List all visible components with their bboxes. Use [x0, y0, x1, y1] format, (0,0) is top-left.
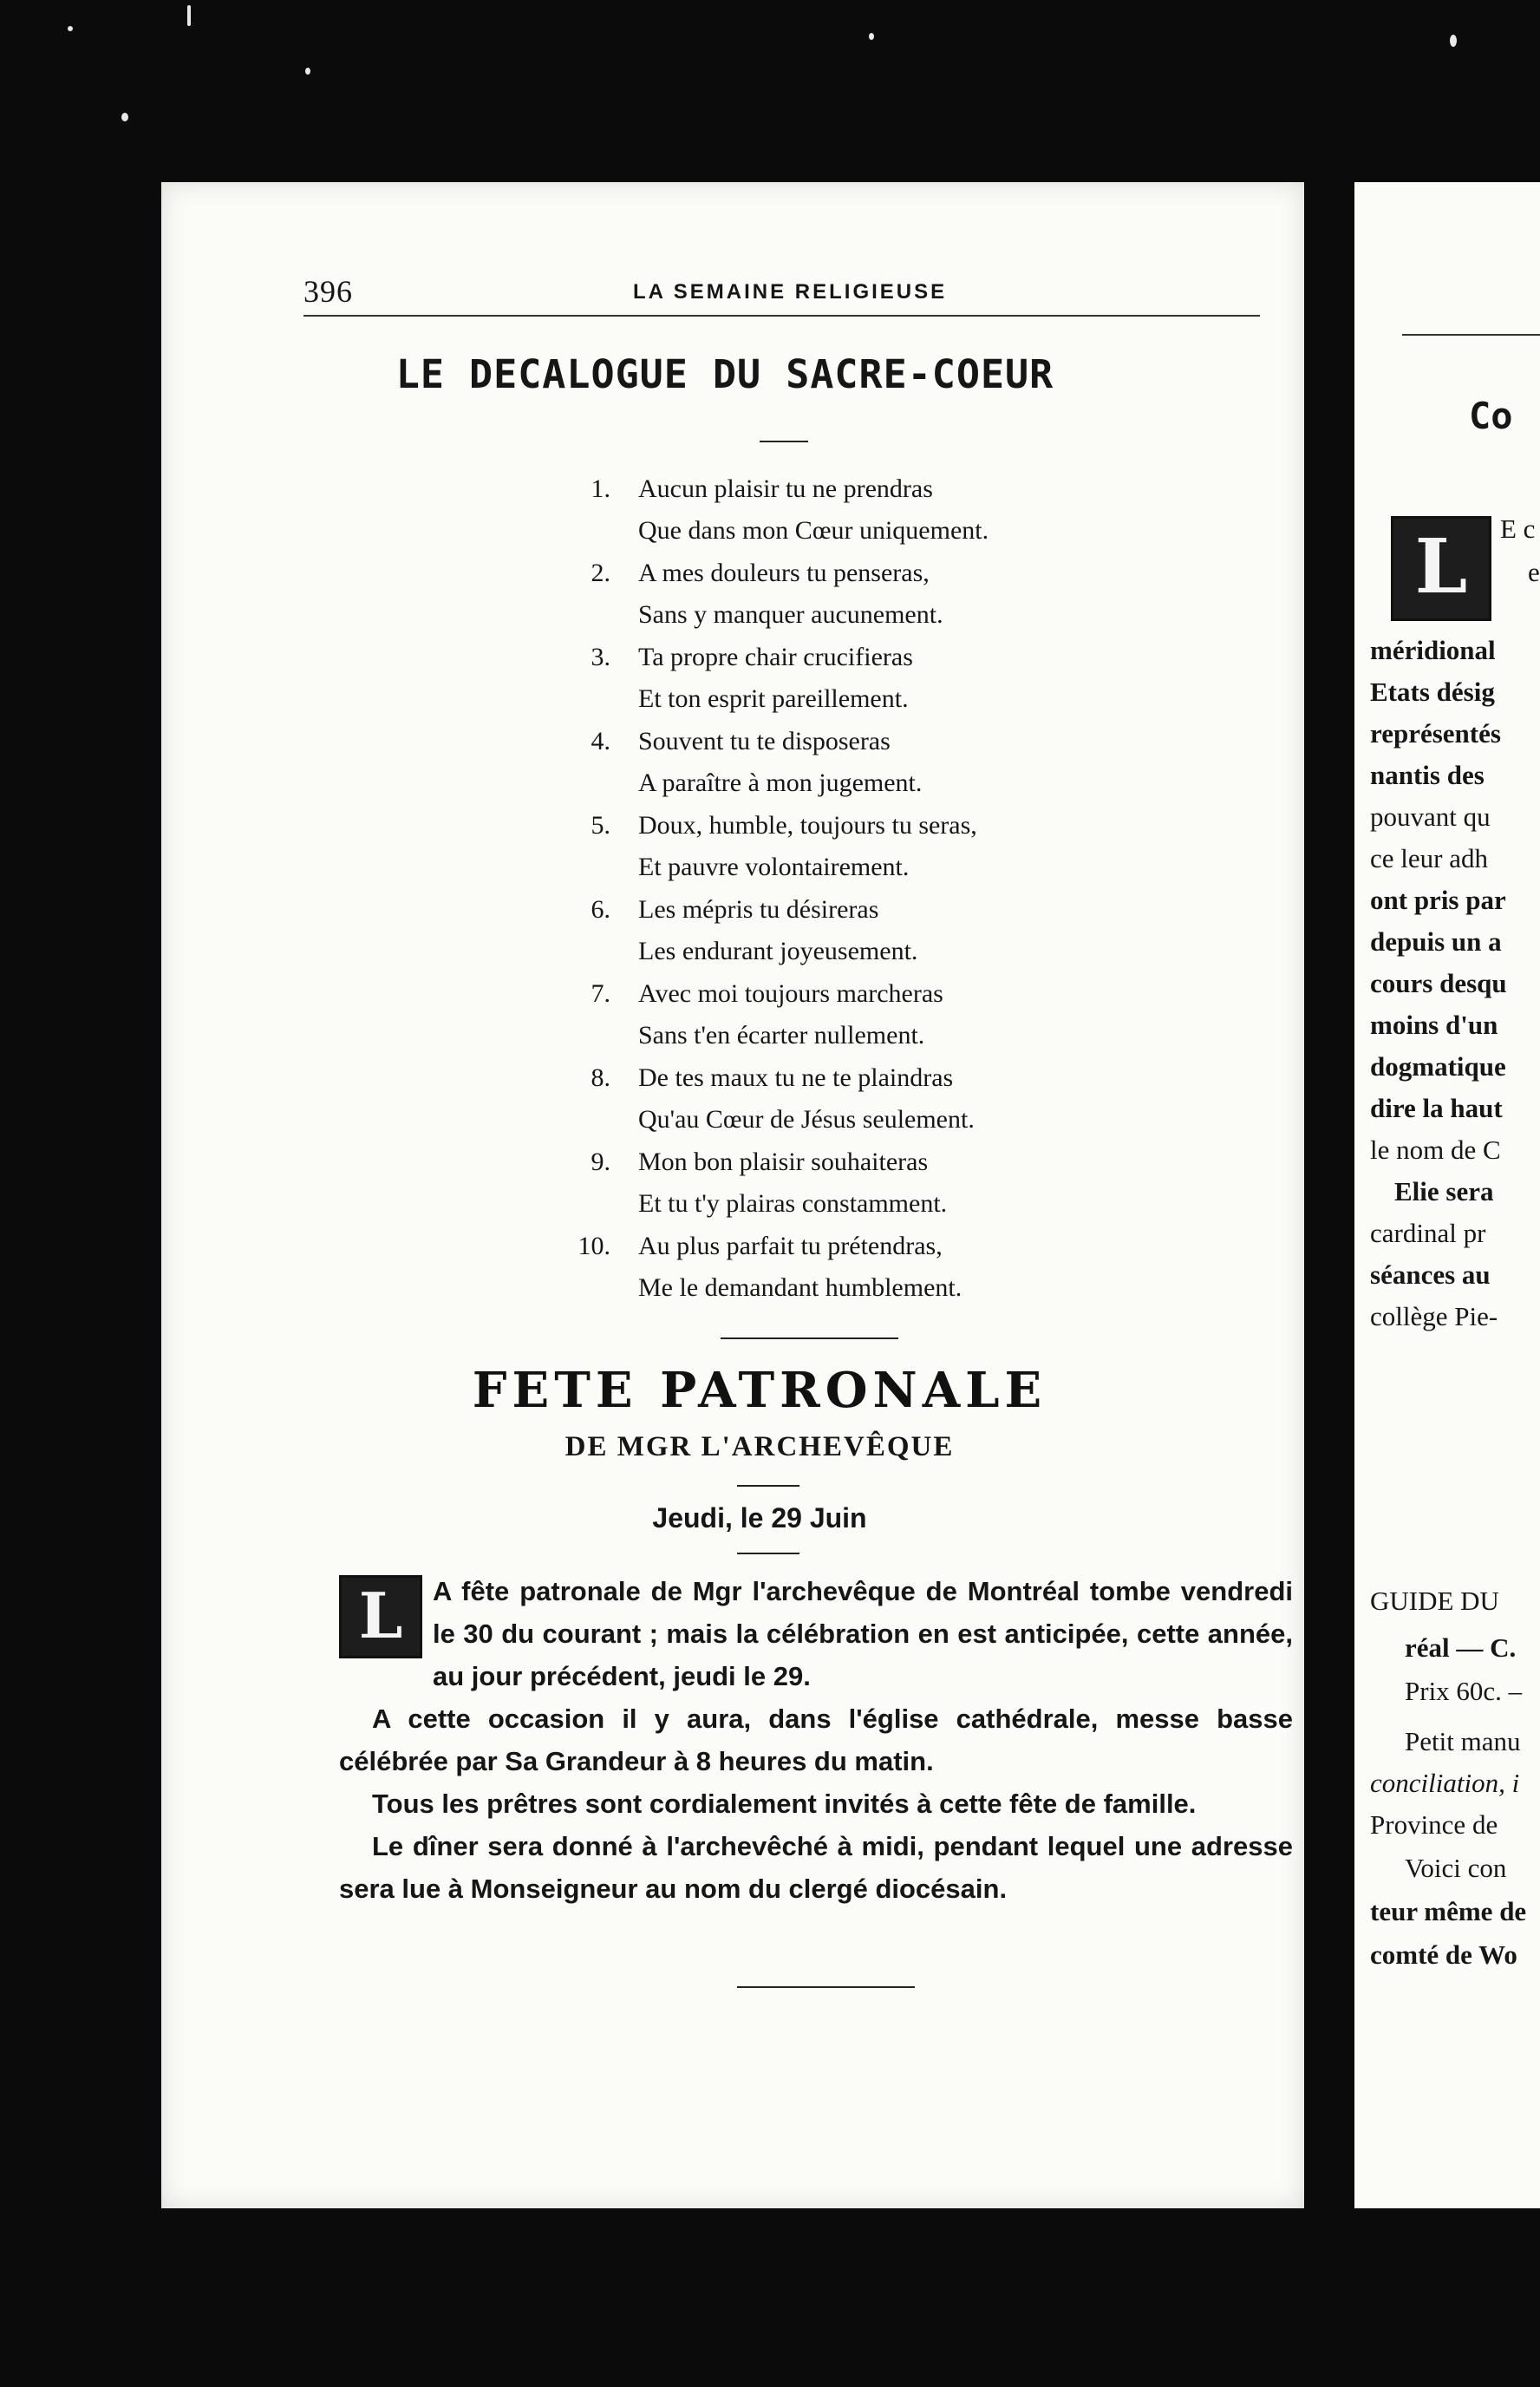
text-line: collège Pie-	[1370, 1301, 1498, 1331]
running-head	[303, 273, 1275, 325]
journal-title: LA SEMAINE RELIGIEUSE	[633, 280, 948, 304]
text-line: moins d'un	[1370, 1010, 1498, 1040]
commandment-number: 2.	[591, 559, 610, 587]
text-line: teur même de	[1370, 1896, 1527, 1926]
commandment-line: Et ton esprit pareillement.	[638, 684, 909, 713]
header-rule	[303, 315, 1260, 317]
commandment-line: Avec moi toujours marcheras	[638, 979, 943, 1008]
commandment-line: Doux, humble, toujours tu seras,	[638, 811, 977, 840]
commandment-line: Me le demandant humblement.	[638, 1273, 962, 1302]
commandment-number: 10.	[578, 1232, 610, 1260]
text-line: pouvant qu	[1370, 801, 1491, 832]
commandment-number: 8.	[591, 1063, 610, 1092]
text-line: Elie sera	[1394, 1176, 1494, 1207]
commandment-line: Souvent tu te disposeras	[638, 727, 891, 755]
commandment-line: Mon bon plaisir souhaiteras	[638, 1148, 929, 1176]
commandment	[525, 889, 1184, 973]
text-line: dogmatique	[1370, 1051, 1506, 1082]
commandment-line: Aucun plaisir tu ne prendras	[638, 474, 933, 503]
commandment-line: Les mépris tu désireras	[638, 895, 879, 924]
commandment	[525, 637, 1184, 721]
fete-title: FETE PATRONALE	[472, 1362, 1047, 1419]
section-rule	[721, 1337, 898, 1339]
page-number: 396	[303, 274, 353, 309]
commandment-line: Que dans mon Cœur uniquement.	[638, 516, 989, 545]
commandment-line: De tes maux tu ne te plaindras	[638, 1063, 954, 1092]
text-line: méridional	[1370, 635, 1496, 665]
right-header-rule	[1402, 334, 1540, 336]
commandment	[525, 1141, 1184, 1226]
text-line: Etats désig	[1370, 677, 1495, 707]
text-line: comté de Wo	[1370, 1939, 1517, 1970]
article-paragraph: A cette occasion il y aura, dans l'église cathédrale, messe basse célébrée par Sa Grandeur à 8 heures du matin.	[339, 1704, 1293, 1776]
text-line: E c	[1500, 513, 1536, 544]
commandment-line: Et tu t'y plairas constamment.	[638, 1189, 948, 1218]
text-line: Prix 60c. –	[1405, 1676, 1523, 1706]
commandment-number: 9.	[591, 1148, 610, 1176]
text-line: Voici con	[1405, 1853, 1507, 1883]
commandment-line: A paraître à mon jugement.	[638, 768, 923, 797]
date-rule	[737, 1553, 799, 1554]
text-line: nantis des	[1370, 760, 1485, 790]
right-page-partial	[1354, 182, 1540, 2208]
text-line: Province de	[1370, 1809, 1498, 1840]
text-line: séances au	[1370, 1259, 1491, 1290]
decalogue-title: LE DECALOGUE DU SACRE-COEUR	[395, 351, 1054, 397]
commandment-line: Au plus parfait tu prétendras,	[638, 1232, 943, 1260]
left-page	[161, 182, 1304, 2208]
commandment-line: Ta propre chair crucifieras	[638, 643, 913, 671]
commandment-line: Sans t'en écarter nullement.	[638, 1021, 925, 1050]
commandment	[525, 553, 1184, 637]
commandment-number: 4.	[591, 727, 610, 755]
text-line: cardinal pr	[1370, 1218, 1486, 1248]
text-line: réal — C.	[1405, 1632, 1517, 1663]
commandment-line: Sans y manquer aucunement.	[638, 600, 943, 629]
paragraph-text: A fête patronale de Mgr l'archevêque de Montréal tombe vendredi le 30 du courant ; mais la célébration en est anticipée, cette année, au jour précédent, jeudi le 29.	[433, 1576, 1293, 1691]
text-line: dire la haut	[1370, 1093, 1503, 1123]
text-line: depuis un a	[1370, 926, 1502, 957]
commandment-number: 6.	[591, 895, 610, 924]
title-rule	[760, 441, 808, 442]
commandment-list	[525, 468, 1184, 1310]
commandment	[525, 468, 1184, 553]
fete-date: Jeudi, le 29 Juin	[652, 1502, 867, 1534]
text-line: représentés	[1370, 718, 1501, 749]
commandment	[525, 973, 1184, 1057]
text-line: le nom de C	[1370, 1135, 1501, 1165]
commandment-number: 5.	[591, 811, 610, 840]
subtitle-rule	[737, 1485, 799, 1487]
fete-subtitle: DE MGR L'ARCHEVÊQUE	[564, 1431, 955, 1462]
article-paragraph: Tous les prêtres sont cordialement invités à cette fête de famille.	[372, 1789, 1197, 1819]
right-dropcap-initial: L	[1391, 516, 1491, 621]
article-paragraph: Le dîner sera donné à l'archevêché à midi, pendant lequel une adresse sera lue à Monseigneur au nom du clergé diocésain.	[339, 1831, 1293, 1904]
commandment	[525, 1057, 1184, 1141]
fete-article	[339, 1570, 1293, 1910]
text-line: ont pris par	[1370, 885, 1506, 915]
commandment	[525, 721, 1184, 805]
commandment	[525, 805, 1184, 889]
commandment-line: Et pauvre volontairement.	[638, 853, 910, 881]
text-line: e	[1528, 557, 1540, 587]
commandment-number: 1.	[591, 474, 610, 503]
text-line: cours desqu	[1370, 968, 1507, 998]
closing-rule	[737, 1986, 915, 1988]
commandment-line: Qu'au Cœur de Jésus seulement.	[638, 1105, 975, 1134]
text-line: conciliation, i	[1370, 1768, 1520, 1798]
commandment-line: A mes douleurs tu penseras,	[638, 559, 930, 587]
text-line: GUIDE DU	[1370, 1586, 1499, 1616]
commandment-number: 7.	[591, 979, 610, 1008]
commandment-number: 3.	[591, 643, 610, 671]
text-line: Petit manu	[1405, 1726, 1521, 1756]
article-paragraph	[339, 1570, 1293, 1697]
right-heading: Co	[1469, 395, 1513, 437]
text-line: ce leur adh	[1370, 843, 1488, 873]
dropcap-initial: L	[339, 1575, 422, 1658]
commandment-line: Les endurant joyeusement.	[638, 937, 918, 965]
commandment	[525, 1226, 1184, 1310]
